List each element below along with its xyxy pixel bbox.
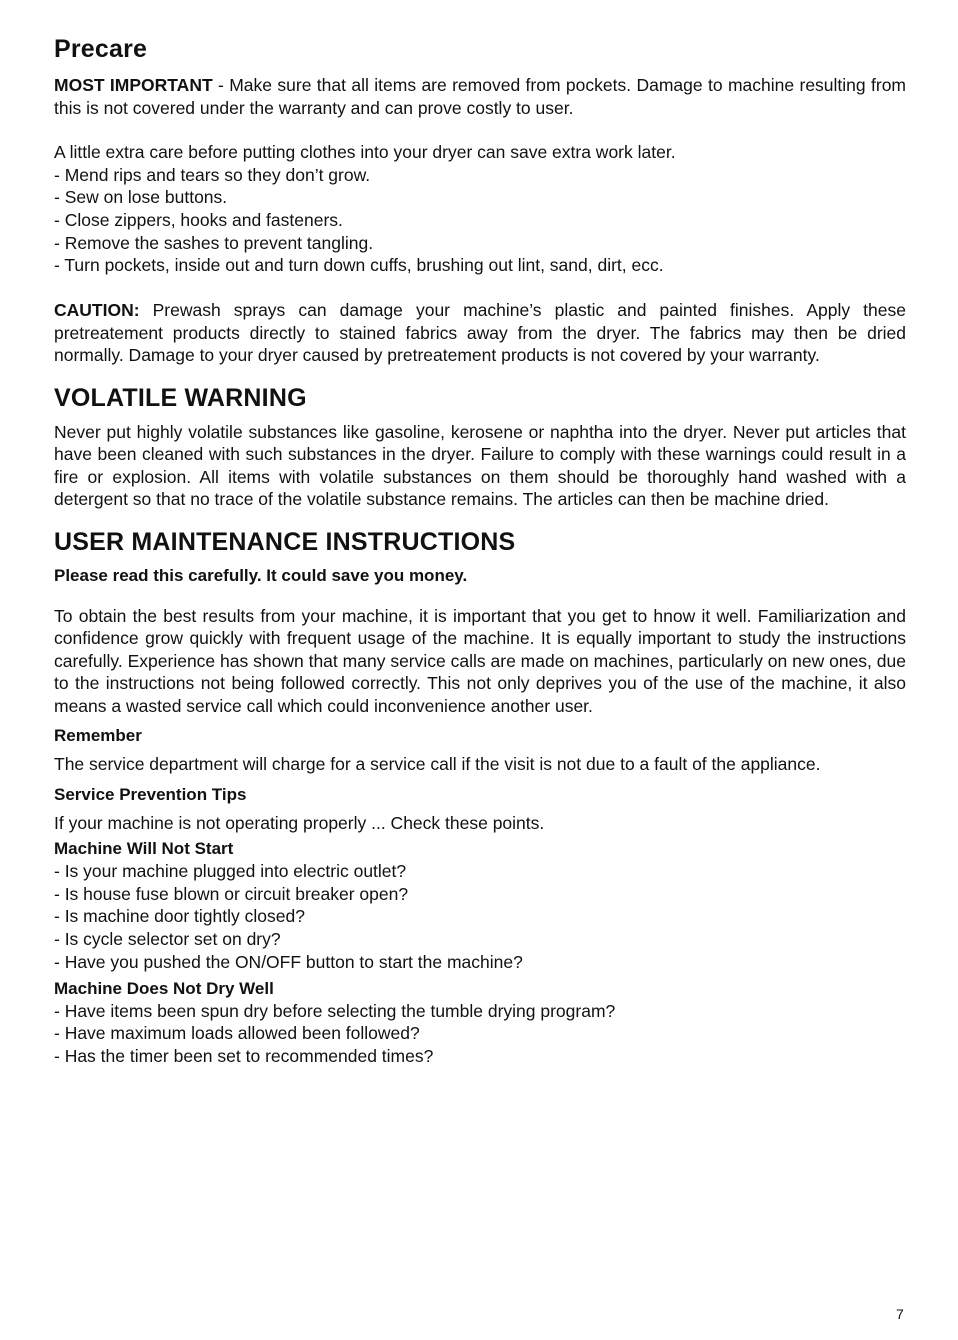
list-item: - Mend rips and tears so they don’t grow. (54, 164, 371, 185)
most-important-text: - Make sure that all items are removed from pockets. Damage to machine resulting from this is not covered under the warranty and can prove costly to user. (54, 75, 907, 118)
maintenance-intro-bold: Please read this carefully. It could save you money. (54, 565, 468, 585)
page-content (54, 34, 906, 1068)
list-item: - Is house fuse blown or circuit breaker open? (54, 883, 409, 904)
list-item: - Remove the sashes to prevent tangling. (54, 232, 374, 253)
prevention-text: If your machine is not operating properly ... Check these points. (54, 812, 545, 833)
prevention-heading: Service Prevention Tips (54, 784, 247, 804)
precare-heading: Precare (54, 35, 148, 63)
caution-text: Prewash sprays can damage your machine’s plastic and painted finishes. Apply these pretreatement products directly to stained fabrics away from the dryer. The fabrics may then be dried normally. Damage to your dryer caused by pretreatement products is not covered by your warranty. (54, 300, 906, 366)
not-start-heading: Machine Will Not Start (54, 839, 234, 859)
list-item: - Close zippers, hooks and fasteners. (54, 209, 343, 230)
precare-intro: A little extra care before putting clothes into your dryer can save extra work later. (54, 142, 676, 162)
list-item: - Sew on lose buttons. (54, 187, 228, 208)
not-start-list (54, 860, 906, 974)
list-item: - Have items been spun dry before selecting the tumble drying program? (54, 1000, 616, 1021)
list-item: - Have maximum loads allowed been followed? (54, 1023, 420, 1044)
maintenance-heading: USER MAINTENANCE INSTRUCTIONS (54, 527, 516, 556)
remember-heading: Remember (54, 726, 142, 746)
page-number: 7 (896, 1306, 904, 1322)
list-item: - Is your machine plugged into electric outlet? (54, 861, 407, 882)
caution-label: CAUTION: (54, 300, 140, 321)
most-important-paragraph (54, 74, 906, 119)
list-item: - Turn pockets, inside out and turn down cuffs, brushing out lint, sand, dirt, ecc. (54, 255, 664, 276)
not-dry-heading: Machine Does Not Dry Well (54, 978, 274, 998)
most-important-label: MOST IMPORTANT (54, 75, 213, 95)
not-dry-list (54, 1000, 906, 1068)
list-item: - Has the timer been set to recommended times? (54, 1045, 434, 1066)
caution-paragraph (54, 299, 906, 367)
list-item: - Have you pushed the ON/OFF button to start the machine? (54, 951, 523, 972)
precare-tips-list (54, 164, 906, 278)
list-item: - Is machine door tightly closed? (54, 906, 305, 927)
remember-text: The service department will charge for a service call if the visit is not due to a fault of the appliance. (54, 754, 821, 775)
volatile-warning-text: Never put highly volatile substances like gasoline, kerosene or naphtha into the dryer. Never put articles that have been cleaned with such substances in the dryer. Failure to comply with these warnings could result in a fire or explosion. All items with volatile substances on them should be thoroughly hand washed with a detergent so that no trace of the volatile substance remains. The articles can then be machine dried. (54, 421, 906, 510)
list-item: - Is cycle selector set on dry? (54, 929, 281, 950)
maintenance-text: To obtain the best results from your machine, it is important that you get to hnow it well. Familiarization and confidence grow quickly with frequent usage of the machine. It is equally important to study the instructions carefully. Experience has shown that many service calls are made on machines, particularly on new ones, due to the instructions not being followed correctly. This not only deprives you of the use of the machine, it also means a wasted service call which could inconvenience another user. (54, 605, 906, 716)
volatile-warning-heading: VOLATILE WARNING (54, 383, 307, 412)
